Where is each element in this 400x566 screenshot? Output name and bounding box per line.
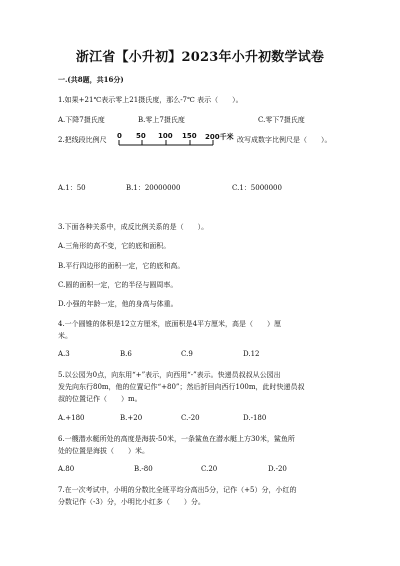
question-1: 1.如果+21℃表示零上21摄氏度，那么-7℃ 表示（ ）。 [58, 96, 243, 104]
option-c: C.-20 [181, 414, 200, 422]
option-c: C.1：5000000 [232, 184, 282, 192]
question-6-line-2: 处的位置是海拔（ ）米。 [58, 447, 149, 455]
question-2-end: 改写成数字比例尺是（ ）。 [237, 136, 332, 144]
question-5-line-3: 叔的位置记作（ ）m。 [58, 395, 142, 403]
scale-tick-label: 50 [136, 132, 146, 140]
option-a: A.3 [58, 350, 70, 358]
option-a: A.80 [58, 465, 75, 473]
option-b: B.-80 [134, 465, 153, 473]
option-c: C.零下7摄氏度 [258, 116, 305, 124]
scale-tick-label: 200千米 [205, 133, 234, 141]
option-c: C.9 [181, 350, 193, 358]
option-a: A.三角形的高不变，它的底和面积。 [58, 242, 171, 250]
option-b: B.6 [120, 350, 132, 358]
option-b: B.平行四边形的面积一定，它的底和高。 [58, 262, 185, 270]
question-4-line-2: 米。 [58, 332, 72, 340]
option-c: C.20 [201, 465, 218, 473]
option-b: B.零上7摄氏度 [138, 116, 185, 124]
question-2-start: 2.把线段比例尺 [58, 136, 107, 144]
option-a: A.下降7摄氏度 [58, 116, 105, 124]
question-7-line-2: 分数记作（-3）分，小明比小红多（ ）分。 [58, 498, 205, 506]
question-7-line-1: 7.在一次考试中，小明的分数比全班平均分高出5分，记作（+5）分，小红的 [58, 486, 297, 494]
option-d: D.-180 [243, 414, 267, 422]
line-scale-figure [115, 133, 235, 149]
option-d: D.小强的年龄一定，他的身高与体重。 [58, 300, 178, 308]
option-a: A.1：50 [58, 184, 86, 192]
question-5-line-1: 5.以公园为0点，向东用“+”表示，向西用“-”表示。快递员叔叔从公园出 [58, 371, 281, 379]
option-d: D.-20 [268, 465, 287, 473]
question-6-line-1: 6.一艘潜水艇所处的高度是海拔-50米，一条鲨鱼在潜水艇上方30米，鲨鱼所 [58, 435, 295, 443]
question-4-line-1: 4.一个圆锥的体积是12立方厘米，底面积是4平方厘米，高是（ ）厘 [58, 320, 282, 328]
scale-tick-label: 0 [117, 132, 122, 140]
question-3: 3.下面各种关系中，成反比例关系的是（ ）。 [58, 223, 209, 231]
option-b: B.+20 [120, 414, 143, 422]
option-b: B.1：20000000 [126, 184, 181, 192]
section-heading: 一.(共8题，共16分) [58, 75, 124, 84]
option-d: D.12 [243, 350, 260, 358]
page-title: 浙江省【小升初】2023年小升初数学试卷 [75, 50, 325, 65]
option-a: A.+180 [58, 414, 85, 422]
scale-tick-label: 150 [182, 132, 197, 140]
option-c: C.圆的面积一定，它的半径与圆周率。 [58, 281, 178, 289]
scale-tick-label: 100 [158, 132, 173, 140]
question-5-line-2: 发先向东行80m，他的位置记作“+80”；然后折回向西行100m，此时快递员叔 [58, 383, 305, 391]
